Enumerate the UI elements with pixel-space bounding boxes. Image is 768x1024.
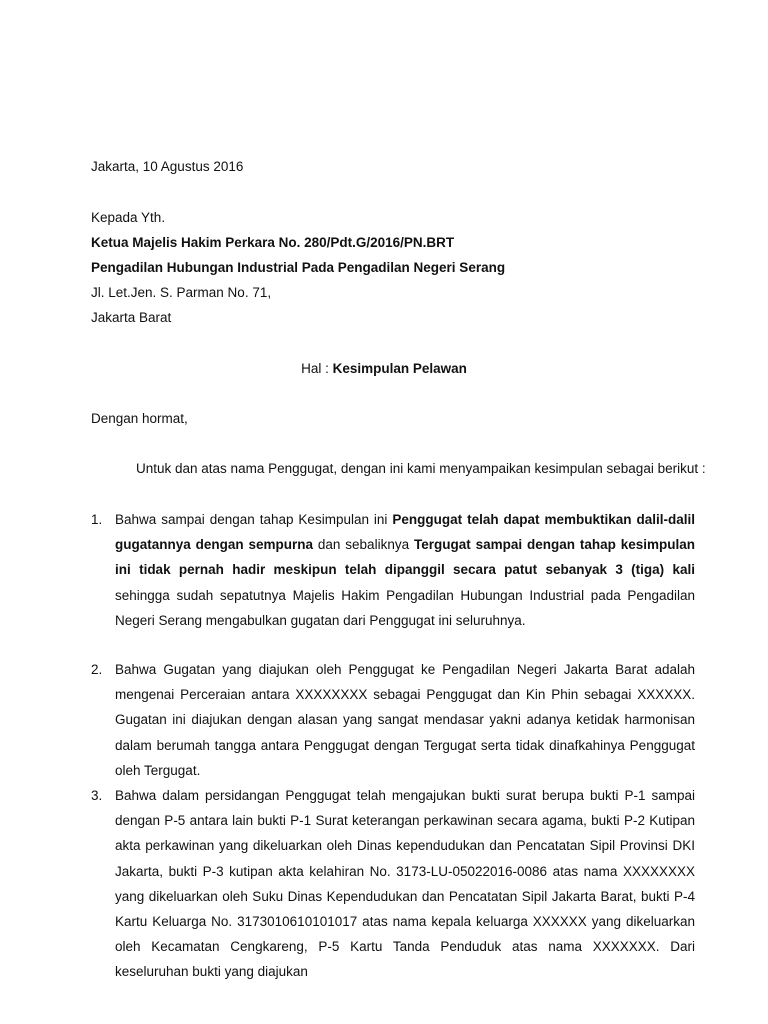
list-item-number: 2. xyxy=(91,662,103,677)
subject-line xyxy=(0,360,768,378)
intro-paragraph: Untuk dan atas nama Penggugat, dengan ini kami menyampaikan kesimpulan sebagai berikut : xyxy=(136,461,706,476)
letter-date: Jakarta, 10 Agustus 2016 xyxy=(91,159,244,174)
list-item-number: 1. xyxy=(91,512,103,527)
subject-value: Kesimpulan Pelawan xyxy=(332,361,467,376)
address-line-1: Jl. Let.Jen. S. Parman No. 71, xyxy=(91,285,272,300)
list-item-body: Bahwa dalam persidangan Penggugat telah mengajukan bukti surat berupa bukti P-1 sampai dengan P-5 antara lain bukti P-1 Surat keterangan perkawinan secara agama, bukti P-2 Kutipan akta perkawinan yang dikeluarkan oleh Dinas kependudukan dan Pencatatan Sipil Provinsi DKI Jakarta, bukti P-3 kutipan akta kelahiran No. 3173-LU-05022016-0086 atas nama XXXXXXXX yang dikeluarkan oleh Suku Dinas Kependudukan dan Pencatatan Sipil Jakarta Barat, bukti P-4 Kartu Keluarga No. 3173010610101017 atas nama kepala keluarga XXXXXX yang dikeluarkan oleh Kecamatan Cengkareng, P-5 Kartu Tanda Penduduk atas nama XXXXXXX. Dari keseluruhan bukti yang diajukan xyxy=(115,788,695,980)
greeting: Dengan hormat, xyxy=(91,411,188,426)
subject-label: Hal : xyxy=(301,361,333,376)
recipient-line-2: Pengadilan Hubungan Industrial Pada Pengadilan Negeri Serang xyxy=(91,260,506,275)
list-item-body: Bahwa sampai dengan tahap Kesimpulan ini Penggugat telah dapat membuktikan dalil-dalil gugatannya dengan sempurna dan sebaliknya Tergugat sampai dengan tahap kesimpulan ini tidak pernah hadir meskipun telah dipanggil secara patut sebanyak 3 (tiga) kali sehingga sudah sepatutnya Majelis Hakim Pengadilan Hubungan Industrial pada Pengadilan Negeri Serang mengabulkan gugatan dari Penggugat ini seluruhnya. xyxy=(115,512,695,628)
salutation-to: Kepada Yth. xyxy=(91,210,166,225)
recipient-line-1: Ketua Majelis Hakim Perkara No. 280/Pdt.G/2016/PN.BRT xyxy=(91,235,455,250)
list-item-number: 3. xyxy=(91,788,103,803)
address-line-2: Jakarta Barat xyxy=(91,310,172,325)
list-item-body: Bahwa Gugatan yang diajukan oleh Penggugat ke Pengadilan Negeri Jakarta Barat adalah mengenai Perceraian antara XXXXXXXX sebagai Penggugat dan Kin Phin sebagai XXXXXX. Gugatan ini diajukan dengan alasan yang sangat mendasar yakni adanya ketidak harmonisan dalam berumah tangga antara Penggugat dengan Tergugat serta tidak dinafkahinya Penggugat oleh Tergugat. xyxy=(115,662,695,778)
